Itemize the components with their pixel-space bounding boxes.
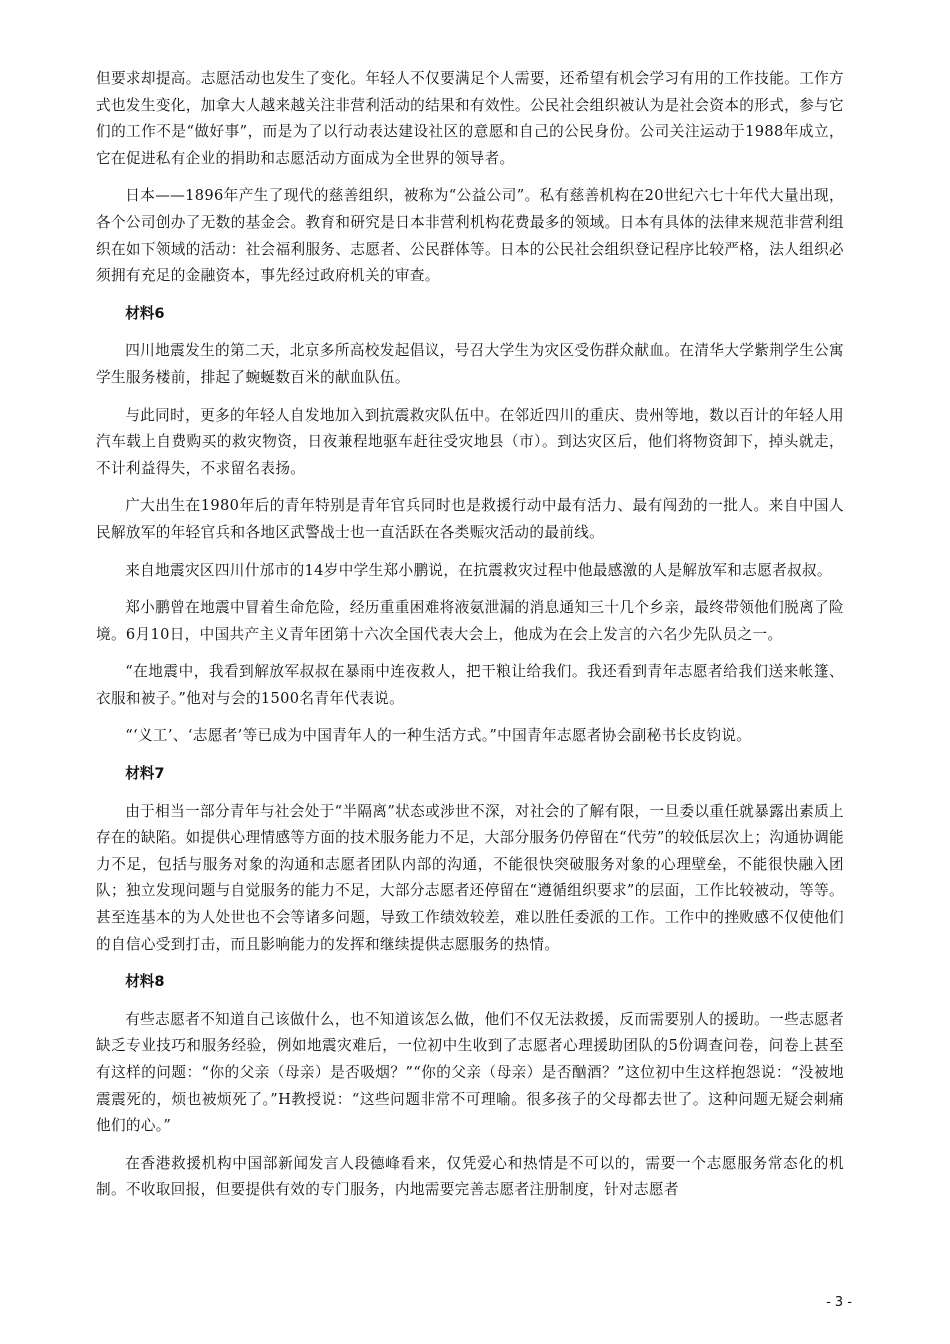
- paragraph: “在地震中，我看到解放军叔叔在暴雨中连夜救人，把干粮让给我们。我还看到青年志愿者给我们送来帐篷、衣服和被子。”他对与会的1500名青年代表说。: [96, 663, 844, 707]
- paragraph: 来自地震灾区四川什邡市的14岁中学生郑小鹏说，在抗震救灾过程中他最感激的人是解放军和志愿者叔叔。: [125, 561, 832, 579]
- document-body: [96, 66, 844, 1215]
- paragraph: 由于相当一部分青年与社会处于“半隔离”状态或涉世不深，对社会的了解有限，一旦委以重任就暴露出素质上存在的缺陷。如提供心理情感等方面的技术服务能力不足，大部分服务仍停留在“代劳”的较低层次上；沟通协调能力不足，包括与服务对象的沟通和志愿者团队内部的沟通，不能很快突破服务对象的心理壁垒，不能很快融入团队；独立发现问题与自觉服务的能力不足，大部分志愿者还停留在“遵循组织要求”的层面，工作比较被动，等等。甚至连基本的为人处世也不会等诸多问题，导致工作绩效较差，难以胜任委派的工作。工作中的挫败感不仅使他们的自信心受到打击，而且影响能力的发挥和继续提供志愿服务的热情。: [96, 802, 844, 953]
- section-heading: 材料6: [125, 304, 165, 322]
- paragraph: 有些志愿者不知道自己该做什么，也不知道该怎么做，他们不仅无法救援，反而需要别人的援助。一些志愿者缺乏专业技巧和服务经验，例如地震灾难后，一位初中生收到了志愿者心理援助团队的5份调查问卷，问卷上甚至有这样的问题：“你的父亲（母亲）是否吸烟？”“你的父亲（母亲）是否酗酒？”这位初中生这样抱怨说：“没被地震震死的，烦也被烦死了。”H教授说：“这些问题非常不可理喻。很多孩子的父母都去世了。这种问题无疑会刺痛他们的心。”: [96, 1010, 844, 1135]
- paragraph: 广大出生在1980年后的青年特别是青年官兵同时也是救援行动中最有活力、最有闯劲的一批人。来自中国人民解放军的年轻官兵和各地区武警战士也一直活跃在各类赈灾活动的最前线。: [96, 497, 844, 541]
- paragraph: 在香港救援机构中国部新闻发言人段德峰看来，仅凭爱心和热情是不可以的，需要一个志愿服务常态化的机制。不收取回报，但要提供有效的专门服务，内地需要完善志愿者注册制度，针对志愿者: [96, 1154, 844, 1199]
- paragraph: 郑小鹏曾在地震中冒着生命危险，经历重重困难将液氨泄漏的消息通知三十几个乡亲，最终带领他们脱离了险境。6月10日，中国共产主义青年团第十六次全国代表大会上，他成为在会上发言的六名少先队员之一。: [96, 599, 844, 643]
- section-heading: 材料7: [125, 765, 165, 783]
- section-heading: 材料8: [125, 973, 165, 991]
- paragraph: “‘义工’、‘志愿者’等已成为中国青年人的一种生活方式。”中国青年志愿者协会副秘书长皮钧说。: [125, 727, 752, 745]
- paragraph: 四川地震发生的第二天，北京多所高校发起倡议，号召大学生为灾区受伤群众献血。在清华大学紫荆学生公寓学生服务楼前，排起了蜿蜒数百米的献血队伍。: [96, 342, 844, 386]
- paragraph: 但要求却提高。志愿活动也发生了变化。年轻人不仅要满足个人需要，还希望有机会学习有用的工作技能。工作方式也发生变化，加拿大人越来越关注非营利活动的结果和有效性。公民社会组织被认为是社会资本的形式，参与它们的工作不是“做好事”，而是为了以行动表达建设社区的意愿和自己的公民身份。公司关注运动于1988年成立，它在促进私有企业的捐助和志愿活动方面成为全世界的领导者。: [96, 70, 844, 167]
- paragraph: 日本——1896年产生了现代的慈善组织，被称为“公益公司”。私有慈善机构在20世纪六七十年代大量出现，各个公司创办了无数的基金会。教育和研究是日本非营利机构花费最多的领域。日本有具体的法律来规范非营利组织在如下领域的活动：社会福利服务、志愿者、公民群体等。日本的公民社会组织登记程序比较严格，法人组织必须拥有充足的金融资本，事先经过政府机关的审查。: [96, 187, 844, 285]
- paragraph: 与此同时，更多的年轻人自发地加入到抗震救灾队伍中。在邻近四川的重庆、贵州等地，数以百计的年轻人用汽车载上自费购买的救灾物资，日夜兼程地驱车赶往受灾地县（市）。到达灾区后，他们将物资卸下，掉头就走，不计利益得失，不求留名表扬。: [96, 406, 844, 477]
- page-number: - 3 -: [826, 1295, 852, 1310]
